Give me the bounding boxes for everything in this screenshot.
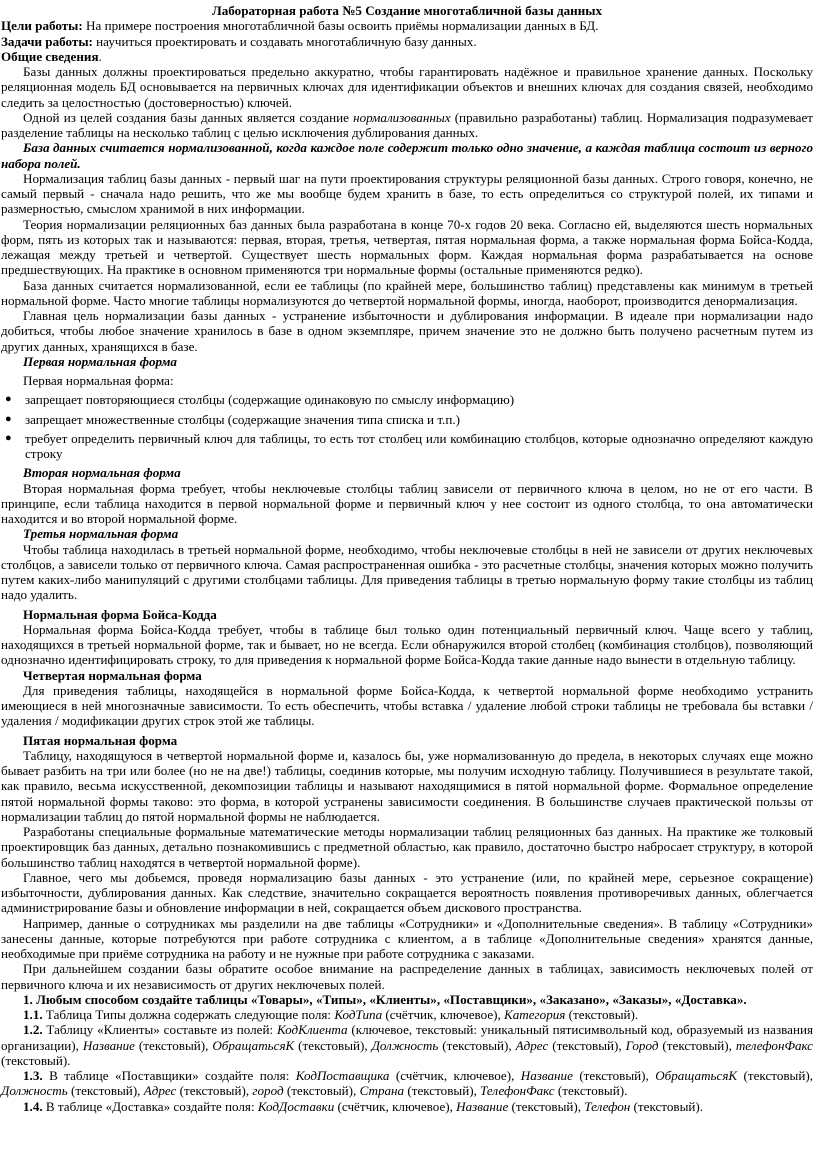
bcnf-text: Нормальная форма Бойса-Кодда требует, чтобы в таблице был только один потенциальный первичный ключ. Чаще всего у таблиц, находящихся в третьей нормальной форме, так и бывает, но не всегда. Если обнаружился второй столбец (комбинация столбцов), позволяющий однозначно идентифицировать строку, то для приведения к нормальной форме Бойса-Кодда такие данные надо вынести в отдельную таблицу. — [1, 621, 813, 668]
nf3-text: Чтобы таблица находилась в третьей нормальной форме, необходимо, чтобы неключевые столбцы в ней не зависели от других неключевых столбцов, а зависели только от первичного ключа. Самая распространенная ошибка - это расчетные столбцы, значения которых можно получить путем каких-либо манипуляций с другими столбцами таблицы. Для приведения таблицы в третью нормальную форму такие столбцы из таблиц надо удалить. — [1, 541, 813, 603]
task-text: (текстовый). — [565, 1007, 639, 1022]
field-name: Страна — [359, 1083, 405, 1099]
tasks-label: Задачи работы: — [1, 33, 93, 49]
field-name: Название — [520, 1068, 573, 1083]
task-text: (текстовый), — [67, 1083, 144, 1099]
intro-p2-before: Одной из целей создания базы данных является создание — [23, 109, 354, 125]
nf1-bullet-text: запрещает множественные столбцы (содержащие значения типа списка и т.п.) — [25, 411, 460, 427]
bullet-icon: ● — [5, 393, 12, 406]
definition-paragraph: База данных считается нормализованной, когда каждое поле содержит только одно значение, а каждая таблица состоит из верного набора полей. — [1, 140, 813, 171]
nf1-bullet-item — [1, 392, 813, 407]
task-text: (текстовый), — [134, 1037, 213, 1053]
tail-paragraph-4: При дальнейшем создании базы обратите особое внимание на распределение данных в таблицах, зависимость неключевых полей от первичного ключа и их независимость от других неключевых полей. — [1, 961, 813, 992]
intro-p2-italic: нормализованных — [353, 109, 451, 125]
field-name: ОбращатьсяК — [212, 1037, 295, 1053]
norm-paragraph-3: База данных считается нормализованной, если ее таблицы (по крайней мере, большинство таблиц) представлены как минимум в третьей нормальной форме. Часто многие таблицы нормализуются до четвертой нормальной формы, иногда, наоборот, производится денормализация. — [1, 277, 813, 308]
nf2-heading: Вторая нормальная форма — [23, 465, 181, 481]
goals-paragraph — [1, 18, 813, 33]
task-text: В таблице «Доставка» создайте поля: — [42, 1098, 258, 1114]
goals-label: Цели работы: — [1, 18, 83, 34]
task-text: (счётчик, ключевое), — [334, 1098, 457, 1114]
bullet-icon: ● — [5, 412, 12, 425]
bcnf-heading: Нормальная форма Бойса-Кодда — [23, 606, 217, 622]
task-text: Таблицу «Клиенты» составьте из полей: — [42, 1022, 277, 1038]
task-text: (текстовый). — [630, 1098, 704, 1114]
task-text: (текстовый), — [438, 1037, 516, 1053]
field-name: Название — [82, 1037, 135, 1053]
field-name: Название — [456, 1098, 509, 1114]
task-text: (ключевое, текстовый: уникальный пятисимвольный код, образуемый из названия организации), — [1, 1022, 813, 1053]
tail-paragraph-1: Разработаны специальные формальные математические методы нормализации таблиц реляционных баз данных. На практике же толковый проектировщик баз данных, детально познакомившись с предметной областью, как правило, достаточно быстро набросает структуру, в которой большинство таблиц находятся в четвертой нормальной форме). — [1, 824, 813, 870]
nf1-bullet-item — [1, 412, 813, 427]
tail-paragraph-2: Главное, чего мы добьемся, проведя нормализацию базы данных - это устранение (или, по крайней мере, серьезное сокращение) избыточности, дублирования данных. Как следствие, значительно сокращается вероятность появления противоречивых данных, облегчается администрирование базы и обновление информации в ней, сокращается объем дискового пространства. — [1, 869, 813, 916]
task-1-2-num: 1.2. — [23, 1022, 43, 1038]
intro-p2-after: (правильно разработаны) таблиц. Нормализация подразумевает разделение таблицы на несколько таблиц с целью исключения дублирования данных. — [1, 109, 813, 140]
task-text: (текстовый), — [176, 1083, 253, 1099]
task-1-1 — [1, 1007, 813, 1022]
task-1-2 — [1, 1022, 813, 1068]
field-name: Адрес — [515, 1037, 549, 1053]
task-text: (текстовый), — [572, 1068, 656, 1083]
field-name: Адрес — [143, 1083, 177, 1099]
bullet-icon: ● — [5, 431, 12, 444]
task-text: (текстовый). — [1, 1052, 71, 1068]
task-text: (счётчик, ключевое), — [389, 1068, 521, 1083]
nf4-text: Для приведения таблицы, находящейся в нормальной форме Бойса-Кодда, к четвертой нормальной форме необходимо устранить имеющиеся в ней многозначные зависимости. То есть обеспечить, чтобы вставка / удаление любой строки таблицы не требовала бы вставки / удаления / модификации других строк этой же таблицы. — [1, 682, 813, 729]
task-1-4 — [1, 1099, 813, 1114]
field-name: Телефон — [584, 1098, 631, 1114]
nf5-text: Таблицу, находящуюся в четвертой нормальной форме и, казалось бы, уже нормализованную до предела, в некоторых случаях еще можно бывает разбить на три или более (но не на две!) таблицы, соединив которые, мы получим исходную таблицу. Получившиеся в результате такой, как правило, весьма искусственной, декомпозиции таблицы и называют находящимися в пятой нормальной форме. Формальное определение пятой нормальной формы таково: это форма, в которой устранены зависимости соединения. В большинстве случаев практической пользы от нормализации таблиц до пятой нормальной формы не наблюдается. — [1, 747, 813, 824]
field-name: Категория — [504, 1007, 566, 1022]
norm-paragraph-2: Теория нормализации реляционных баз данных была разработана в конце 70-х годов 20 века. Согласно ей, выделяются шесть нормальных форм, пять из которых так и называются: первая, вторая, третья, четвертая, пятая нормальная форма, а также нормальная форма Бойса-Кодда, лежащая между третьей и четвертой. Существует шесть нормальных форм. Каждая нормальная форма разрабатывается на основе предшествующих. На практике в основном применяются три нормальные формы (остальные применяются редко). — [1, 216, 813, 278]
task-1-3-num: 1.3. — [23, 1068, 43, 1083]
goals-text: На примере построения многотабличной базы освоить приёмы нормализации данных в БД. — [82, 18, 599, 34]
norm-paragraph-4: Главная цель нормализации базы данных - устранение избыточности и дублирования информации. В идеале при нормализации надо добиться, чтобы любое значение хранилось в базе в одном экземпляре, причем значение это не должно быть получено расчетным путем из других данных, хранящихся в базе. — [1, 308, 813, 354]
nf1-heading: Первая нормальная форма — [23, 353, 177, 369]
task-text: (текстовый), — [294, 1037, 372, 1053]
task-text: (текстовый), — [548, 1037, 626, 1053]
general-dot: . — [98, 48, 102, 64]
nf5-heading: Пятая нормальная форма — [23, 732, 178, 748]
field-name: КодТипа — [334, 1007, 383, 1022]
field-name: КодПоставщика — [295, 1068, 390, 1083]
task-text: Таблица Типы должна содержать следующие поля: — [42, 1007, 335, 1022]
general-heading — [1, 49, 813, 64]
field-name: телефонФакс — [735, 1037, 813, 1053]
field-name: город — [252, 1083, 284, 1099]
nf4-heading: Четвертая нормальная форма — [23, 667, 202, 683]
nf1-bullet-text: требует определить первичный ключ для таблицы, то есть тот столбец или комбинацию столбцов, которые однозначно определяют каждую строку — [25, 430, 813, 461]
tasks-paragraph — [1, 34, 813, 49]
intro-paragraph-1: Базы данных должны проектироваться предельно аккуратно, чтобы гарантировать надёжное и правильное хранение данных. Поскольку реляционная модель БД основывается на первичных ключах для идентификации объектов и внешних ключах для создания связей, необходимо следить за целостностью (достоверностью) ключей. — [1, 64, 813, 110]
task-text: (текстовый), — [508, 1098, 585, 1114]
field-name: КодДоставки — [257, 1098, 335, 1114]
task-text: В таблице «Поставщики» создайте поля: — [42, 1068, 296, 1083]
nf1-bullet-text: запрещает повторяющиеся столбцы (содержащие одинаковую по смыслу информацию) — [25, 392, 515, 408]
task-text: (текстовый). — [554, 1083, 628, 1099]
nf2-text: Вторая нормальная форма требует, чтобы неключевые столбцы таблиц зависели от первичного ключа в целом, но не от его части. В принципе, если таблица находится в первой нормальной форме и первичный ключ у нее состоит из одного столбца, то она автоматически находится и во второй нормальной форме. — [1, 480, 813, 526]
task-1-4-num: 1.4. — [23, 1098, 43, 1114]
field-name: Должность — [371, 1037, 439, 1053]
field-name: КодКлиента — [276, 1022, 348, 1038]
task-text: (текстовый), — [283, 1083, 360, 1099]
task-1-3 — [1, 1068, 813, 1099]
task-text: (текстовый), — [404, 1083, 481, 1099]
task-1: 1. Любым способом создайте таблицы «Товары», «Типы», «Клиенты», «Поставщики», «Заказано», «Заказы», «Доставка». — [23, 991, 747, 1007]
general-label: Общие сведения — [1, 48, 99, 64]
document-title: Лабораторная работа №5 Создание многотабличной базы данных — [211, 3, 603, 18]
intro-paragraph-2 — [1, 110, 813, 141]
field-name: ОбращатьсяК — [655, 1068, 738, 1083]
task-text: (счётчик, ключевое), — [382, 1007, 505, 1022]
norm-paragraph-1: Нормализация таблиц базы данных - первый шаг на пути проектирования структуры реляционной базы данных. Строго говоря, конечно, не самый первый - сначала надо решить, что же мы вообще будем хранить в базе, то есть определиться со структурой полей, их типами и размерностью, смыслом хранимой в них информации. — [1, 170, 813, 217]
field-name: Должность — [1, 1083, 68, 1099]
nf1-lead: Первая нормальная форма: — [23, 373, 174, 388]
task-text: (текстовый), — [737, 1068, 813, 1083]
tail-paragraph-3: Например, данные о сотрудниках мы разделили на две таблицы «Сотрудники» и «Дополнительные сведения». В таблицу «Сотрудники» занесены данные, которые потребуются при работе сотрудника с клиентом, а в таблице «Дополнительные сведения» хранятся данные, необходимые при приёме сотрудника на работу и не нужные при работе сотрудника с заказами. — [1, 915, 813, 961]
field-name: Город — [625, 1037, 659, 1053]
nf1-bullet-item — [1, 431, 813, 462]
task-1-1-num: 1.1. — [23, 1007, 43, 1022]
nf3-heading: Третья нормальная форма — [23, 526, 179, 542]
task-text: (текстовый), — [658, 1037, 736, 1053]
field-name: ТелефонФакс — [480, 1083, 555, 1099]
tasks-text: научиться проектировать и создавать многотабличную базу данных. — [92, 33, 477, 49]
